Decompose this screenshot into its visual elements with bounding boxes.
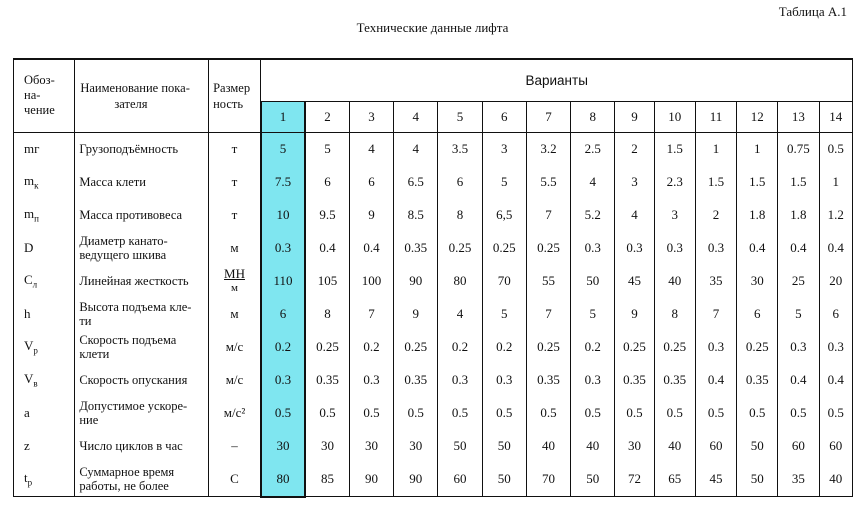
variant-value: 0.3 — [654, 232, 695, 265]
variant-number: 2 — [305, 101, 349, 132]
row-name-line: Диаметр канато- — [79, 234, 168, 248]
row-symbol-main: V — [24, 371, 34, 387]
variant-value: 0.25 — [305, 331, 349, 364]
variant-value: 0.5 — [571, 397, 615, 430]
variant-value: 35 — [695, 265, 736, 298]
variant-value: 9.5 — [305, 199, 349, 232]
row-name — [75, 463, 209, 497]
table-row — [14, 364, 853, 397]
variant-value: 30 — [737, 265, 778, 298]
variant-value: 1 — [819, 166, 852, 199]
variant-value: 5 — [482, 298, 526, 331]
variant-value: 0.3 — [438, 364, 482, 397]
row-symbol-main: mг — [24, 141, 40, 156]
variant-value: 40 — [654, 430, 695, 463]
variant-value: 6 — [737, 298, 778, 331]
variant-value: 4 — [615, 199, 654, 232]
variant-value: 25 — [778, 265, 819, 298]
variant-value: 0.5 — [526, 397, 570, 430]
variant-value: 60 — [778, 430, 819, 463]
variant-value: 2 — [695, 199, 736, 232]
row-symbol-sub: р — [33, 345, 38, 356]
row-name-line: Скорость подъема — [79, 333, 177, 347]
variant-value: 50 — [571, 265, 615, 298]
variant-value: 5.5 — [526, 166, 570, 199]
variant-value: 0.2 — [349, 331, 393, 364]
variant-value: 90 — [394, 463, 438, 497]
variant-value: 5 — [261, 132, 305, 166]
row-symbol-main: z — [24, 438, 30, 453]
row-symbol-main: m — [24, 173, 35, 189]
variant-value: 0.4 — [349, 232, 393, 265]
variant-value: 0.35 — [394, 232, 438, 265]
variant-value: 5 — [778, 298, 819, 331]
variant-value: 4 — [349, 132, 393, 166]
variant-value: 1.5 — [695, 166, 736, 199]
variant-number: 6 — [482, 101, 526, 132]
variant-value: 0.25 — [482, 232, 526, 265]
variant-value: 5 — [482, 166, 526, 199]
variant-value: 30 — [349, 430, 393, 463]
row-symbol — [14, 199, 75, 232]
variant-value: 3.5 — [438, 132, 482, 166]
row-name — [75, 331, 209, 364]
variant-value: 1.8 — [778, 199, 819, 232]
row-symbol-main: h — [24, 306, 31, 321]
row-symbol — [14, 265, 75, 298]
row-symbol — [14, 232, 75, 265]
table-row — [14, 397, 853, 430]
row-symbol-sub: п — [34, 213, 39, 224]
unit-numerator: МН — [224, 266, 245, 281]
variant-value: 5.2 — [571, 199, 615, 232]
variant-value: 6 — [438, 166, 482, 199]
variant-value: 90 — [349, 463, 393, 497]
table-body — [14, 132, 853, 497]
variant-value: 1.5 — [654, 132, 695, 166]
variant-value: 0.2 — [482, 331, 526, 364]
variant-value: 6 — [349, 166, 393, 199]
table-row — [14, 430, 853, 463]
variant-value: 9 — [349, 199, 393, 232]
variant-value: 0.4 — [695, 364, 736, 397]
row-name — [75, 232, 209, 265]
variant-value: 1 — [695, 132, 736, 166]
row-name-line: Линейная жесткость — [79, 274, 189, 288]
variant-value: 3 — [482, 132, 526, 166]
variant-value: 0.25 — [526, 331, 570, 364]
variant-value: 7 — [695, 298, 736, 331]
variant-value: 30 — [261, 430, 305, 463]
variant-number: 14 — [819, 101, 852, 132]
row-name — [75, 166, 209, 199]
variant-number: 8 — [571, 101, 615, 132]
variant-value: 2.5 — [571, 132, 615, 166]
variant-value: 0.3 — [695, 331, 736, 364]
row-name-line: ти — [79, 314, 92, 328]
row-symbol-sub: р — [27, 478, 33, 489]
variant-value: 3.2 — [526, 132, 570, 166]
table-title: Технические данные лифта — [356, 20, 509, 35]
row-name-line: клети — [79, 347, 110, 361]
variant-value: 1 — [737, 132, 778, 166]
variant-value: 50 — [737, 463, 778, 497]
row-unit — [209, 265, 261, 298]
row-name-line: Грузоподъёмность — [79, 142, 179, 156]
variant-value: 0.4 — [778, 232, 819, 265]
row-name — [75, 265, 209, 298]
variant-value: 8 — [654, 298, 695, 331]
variant-value: 2 — [615, 132, 654, 166]
header-symbol-line: чение — [24, 103, 55, 118]
variant-value: 6 — [305, 166, 349, 199]
variant-value: 0.35 — [737, 364, 778, 397]
variant-value: 1.5 — [737, 166, 778, 199]
variant-value: 65 — [654, 463, 695, 497]
table-number: Таблица А.1 — [778, 4, 847, 19]
variant-value: 0.3 — [482, 364, 526, 397]
variant-value: 0.5 — [482, 397, 526, 430]
variant-value: 2.3 — [654, 166, 695, 199]
variant-value: 60 — [438, 463, 482, 497]
variant-value: 50 — [571, 463, 615, 497]
variant-value: 20 — [819, 265, 852, 298]
unit-denominator: м — [231, 282, 238, 294]
header-name-line: Наименование пока- — [80, 80, 190, 95]
variant-value: 8 — [305, 298, 349, 331]
variant-value: 9 — [615, 298, 654, 331]
table-row — [14, 166, 853, 199]
variant-value: 0.35 — [654, 364, 695, 397]
variant-value: 0.25 — [654, 331, 695, 364]
row-symbol — [14, 430, 75, 463]
row-symbol — [14, 364, 75, 397]
row-name — [75, 430, 209, 463]
variant-number: 1 — [261, 101, 305, 132]
variant-value: 0.3 — [819, 331, 852, 364]
variant-value: 0.5 — [261, 397, 305, 430]
variant-value: 6 — [261, 298, 305, 331]
row-unit: м — [209, 232, 261, 265]
variant-value: 0.25 — [526, 232, 570, 265]
table-row — [14, 232, 853, 265]
variant-value: 55 — [526, 265, 570, 298]
variant-value: 4 — [438, 298, 482, 331]
variant-value: 6.5 — [394, 166, 438, 199]
variant-value: 0.5 — [654, 397, 695, 430]
variant-value: 0.2 — [261, 331, 305, 364]
variant-value: 7 — [526, 298, 570, 331]
row-symbol — [14, 166, 75, 199]
variant-value: 0.2 — [438, 331, 482, 364]
variant-value: 9 — [394, 298, 438, 331]
variant-number: 4 — [394, 101, 438, 132]
variant-value: 60 — [695, 430, 736, 463]
variant-value: 45 — [695, 463, 736, 497]
variant-value: 7 — [349, 298, 393, 331]
variant-value: 50 — [438, 430, 482, 463]
row-symbol — [14, 331, 75, 364]
variant-value: 0.5 — [778, 397, 819, 430]
variant-value: 0.5 — [819, 132, 852, 166]
variant-value: 8.5 — [394, 199, 438, 232]
row-symbol-main: t — [24, 470, 28, 486]
variant-value: 3 — [615, 166, 654, 199]
row-symbol-sub: к — [34, 180, 39, 191]
row-name-line: Число циклов в час — [79, 439, 183, 453]
table-row — [14, 265, 853, 298]
variant-value: 0.4 — [305, 232, 349, 265]
row-symbol — [14, 463, 75, 497]
variant-value: 0.2 — [571, 331, 615, 364]
row-unit: т — [209, 199, 261, 232]
variant-value: 0.35 — [305, 364, 349, 397]
variant-value: 40 — [526, 430, 570, 463]
variant-value: 0.5 — [305, 397, 349, 430]
variant-value: 0.3 — [571, 364, 615, 397]
variant-value: 0.3 — [261, 232, 305, 265]
variant-value: 5 — [305, 132, 349, 166]
row-symbol-main: C — [24, 272, 33, 288]
row-name — [75, 364, 209, 397]
variant-value: 1.8 — [737, 199, 778, 232]
variant-value: 0.3 — [261, 364, 305, 397]
row-name-line: Масса противовеса — [79, 208, 183, 222]
row-name-line: Высота подъема кле- — [79, 300, 192, 314]
variant-value: 80 — [438, 265, 482, 298]
variant-value: 100 — [349, 265, 393, 298]
variant-value: 45 — [615, 265, 654, 298]
row-symbol-main: a — [24, 405, 30, 420]
variant-value: 0.35 — [615, 364, 654, 397]
variant-value: 10 — [261, 199, 305, 232]
unit-fraction — [224, 267, 245, 295]
variant-number: 5 — [438, 101, 482, 132]
variant-number: 7 — [526, 101, 570, 132]
variant-value: 7 — [526, 199, 570, 232]
variant-value: 0.4 — [778, 364, 819, 397]
variant-value: 0.3 — [349, 364, 393, 397]
variant-value: 30 — [305, 430, 349, 463]
table-row — [14, 199, 853, 232]
variant-value: 0.25 — [394, 331, 438, 364]
row-unit: м/с² — [209, 397, 261, 430]
variant-value: 0.4 — [737, 232, 778, 265]
variant-value: 4 — [571, 166, 615, 199]
row-unit: м/с — [209, 331, 261, 364]
variant-value: 72 — [615, 463, 654, 497]
variant-value: 4 — [394, 132, 438, 166]
variant-number: 10 — [654, 101, 695, 132]
variant-value: 0.25 — [615, 331, 654, 364]
header-symbol — [14, 59, 75, 132]
variant-value: 0.5 — [438, 397, 482, 430]
header-symbol-line: на- — [24, 88, 41, 103]
variant-value: 60 — [819, 430, 852, 463]
variant-value: 50 — [737, 430, 778, 463]
header-name — [75, 59, 209, 132]
row-name-line: Допустимое ускоре- — [79, 399, 188, 413]
variant-value: 5 — [571, 298, 615, 331]
table-row — [14, 132, 853, 166]
row-unit: т — [209, 166, 261, 199]
header-unit — [209, 59, 261, 132]
variant-value: 40 — [819, 463, 852, 497]
variant-value: 0.3 — [695, 232, 736, 265]
row-symbol — [14, 132, 75, 166]
variant-value: 0.3 — [615, 232, 654, 265]
variant-value: 7.5 — [261, 166, 305, 199]
variant-value: 0.25 — [737, 331, 778, 364]
variant-value: 0.5 — [737, 397, 778, 430]
variant-value: 0.5 — [349, 397, 393, 430]
row-symbol — [14, 397, 75, 430]
variant-value: 85 — [305, 463, 349, 497]
variant-value: 70 — [526, 463, 570, 497]
variant-value: 0.35 — [526, 364, 570, 397]
variant-value: 0.5 — [615, 397, 654, 430]
row-unit: м/с — [209, 364, 261, 397]
variant-value: 110 — [261, 265, 305, 298]
variant-number: 9 — [615, 101, 654, 132]
variant-value: 1.5 — [778, 166, 819, 199]
variant-value: 35 — [778, 463, 819, 497]
header-name-line: зателя — [114, 96, 148, 111]
row-unit: т — [209, 132, 261, 166]
variant-value: 50 — [482, 463, 526, 497]
variant-value: 0.5 — [695, 397, 736, 430]
header-symbol-line: Обоз- — [24, 73, 55, 88]
row-symbol-main: V — [24, 338, 34, 354]
variant-value: 30 — [615, 430, 654, 463]
variant-value: 0.35 — [394, 364, 438, 397]
row-symbol — [14, 298, 75, 331]
table-row — [14, 463, 853, 497]
header-variants: Варианты — [261, 59, 853, 101]
row-name — [75, 132, 209, 166]
row-symbol-sub: в — [33, 378, 38, 389]
row-unit: м — [209, 298, 261, 331]
variant-value: 0.4 — [819, 364, 852, 397]
row-name — [75, 298, 209, 331]
row-name — [75, 199, 209, 232]
variant-number: 13 — [778, 101, 819, 132]
variant-value: 0.3 — [571, 232, 615, 265]
variant-value: 8 — [438, 199, 482, 232]
row-symbol-sub: л — [32, 279, 38, 290]
variant-value: 1.2 — [819, 199, 852, 232]
table-row — [14, 298, 853, 331]
variant-value: 0.3 — [778, 331, 819, 364]
row-name-line: ведущего шкива — [79, 248, 167, 262]
table-row — [14, 331, 853, 364]
variant-value: 0.5 — [819, 397, 852, 430]
row-name-line: работы, не более — [79, 479, 169, 494]
variant-number: 3 — [349, 101, 393, 132]
variant-value: 3 — [654, 199, 695, 232]
variant-number: 12 — [737, 101, 778, 132]
variant-value: 70 — [482, 265, 526, 298]
row-unit: С — [209, 463, 261, 497]
variant-value: 0.75 — [778, 132, 819, 166]
header-unit-line: Размер — [213, 80, 251, 95]
variant-value: 105 — [305, 265, 349, 298]
variant-value: 0.25 — [438, 232, 482, 265]
row-symbol-main: m — [24, 206, 35, 222]
row-symbol-main: D — [24, 240, 34, 255]
variant-value: 0.5 — [394, 397, 438, 430]
header-row — [14, 59, 853, 101]
row-name-line: Суммарное время — [79, 465, 175, 480]
technical-data-table — [13, 58, 853, 498]
variant-value: 90 — [394, 265, 438, 298]
variant-number: 11 — [695, 101, 736, 132]
variant-value: 80 — [261, 463, 305, 497]
variant-value: 40 — [571, 430, 615, 463]
variant-value: 6,5 — [482, 199, 526, 232]
row-name-line: ние — [79, 413, 99, 427]
variant-value: 6 — [819, 298, 852, 331]
header-unit-line: ность — [213, 96, 244, 111]
variant-value: 30 — [394, 430, 438, 463]
row-name-line: Скорость опускания — [79, 373, 188, 387]
variant-value: 50 — [482, 430, 526, 463]
row-name — [75, 397, 209, 430]
variant-value: 40 — [654, 265, 695, 298]
row-name-line: Масса клети — [79, 175, 146, 189]
row-unit: – — [209, 430, 261, 463]
variant-value: 0.4 — [819, 232, 852, 265]
